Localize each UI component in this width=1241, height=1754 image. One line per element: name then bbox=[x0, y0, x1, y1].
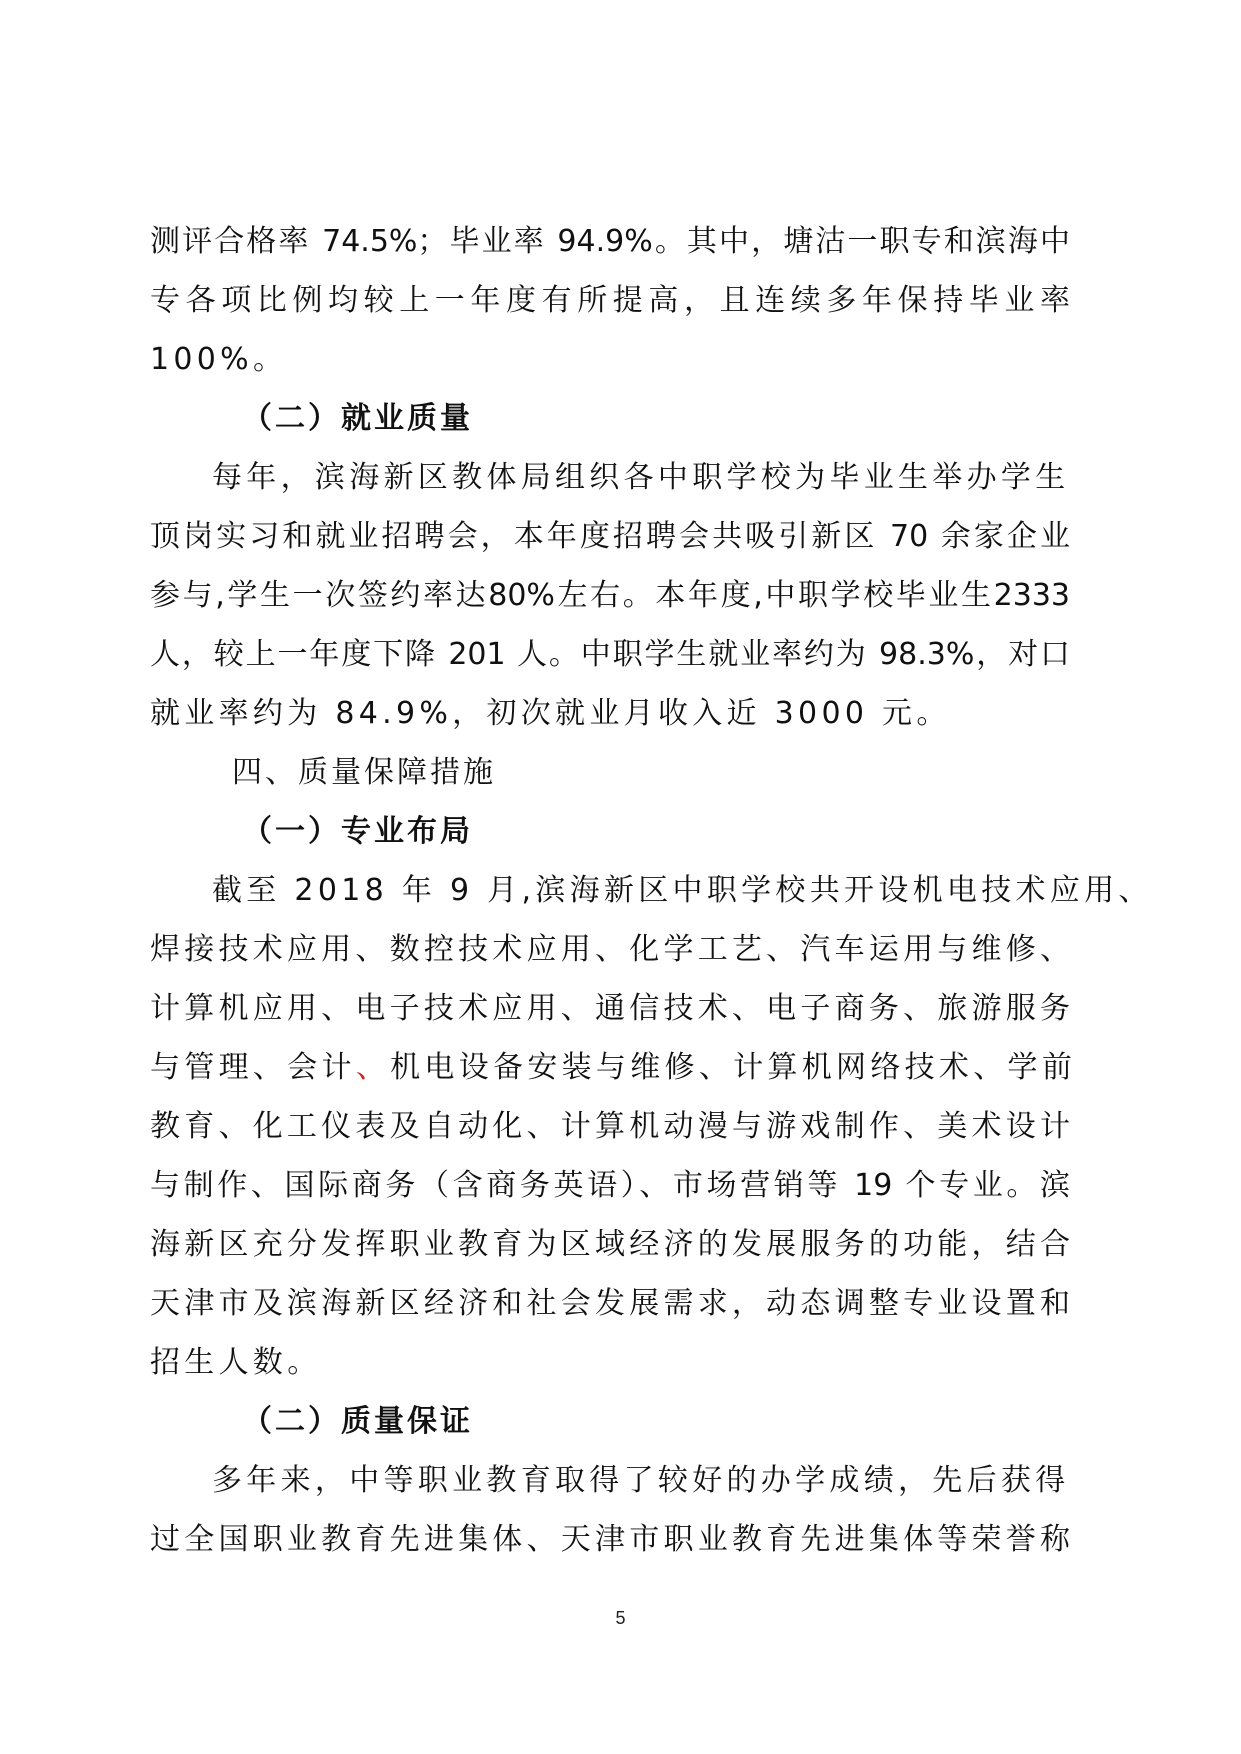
paragraph-line-with-red-mark bbox=[150, 1038, 1077, 1097]
paragraph-line: 人，较上一年度下降 201 人。中职学生就业率约为 98.3%，对口 bbox=[150, 637, 1070, 672]
subheading-major-layout: （一）专业布局 bbox=[242, 814, 473, 849]
paragraph-line: 焊接技术应用、数控技术应用、化学工艺、汽车运用与维修、 bbox=[150, 932, 1070, 967]
paragraph-line: 截至 2018 年 9 月,滨海新区中职学校共开设机电技术应用、 bbox=[212, 873, 1153, 908]
paragraph-line: 与制作、国际商务（含商务英语）、市场营销等 19 个专业。滨 bbox=[150, 1168, 1070, 1203]
red-punctuation-mark: 、 bbox=[355, 1050, 391, 1085]
paragraph-line: 参与,学生一次签约率达80%左右。本年度,中职学校毕业生2333 bbox=[150, 578, 1070, 613]
paragraph-line: 测评合格率 74.5%；毕业率 94.9%。其中，塘沽一职专和滨海中 bbox=[150, 224, 1070, 259]
paragraph-line: 海新区充分发挥职业教育为区域经济的发展服务的功能，结合 bbox=[150, 1227, 1070, 1262]
page-number: 5 bbox=[615, 1608, 626, 1628]
document-page bbox=[150, 212, 1153, 1569]
subheading-employment-quality: （二）就业质量 bbox=[242, 401, 473, 436]
paragraph-line: 每年，滨海新区教体局组织各中职学校为毕业生举办学生 bbox=[212, 460, 1070, 495]
paragraph-line: 教育、化工仪表及自动化、计算机动漫与游戏制作、美术设计 bbox=[150, 1109, 1070, 1144]
paragraph-line: 招生人数。 bbox=[150, 1345, 322, 1380]
subheading-quality-assurance: （二）质量保证 bbox=[242, 1404, 473, 1439]
paragraph-line: 专各项比例均较上一年度有所提高，且连续多年保持毕业率 bbox=[150, 283, 1070, 318]
section-heading-quality-measures: 四、质量保障措施 bbox=[232, 755, 496, 790]
paragraph-line: 顶岗实习和就业招聘会，本年度招聘会共吸引新区 70 余家企业 bbox=[150, 519, 1070, 554]
paragraph-line: 计算机应用、电子技术应用、通信技术、电子商务、旅游服务 bbox=[150, 991, 1070, 1026]
text-segment: 与管理、会计 bbox=[150, 1050, 356, 1085]
paragraph-line: 多年来，中等职业教育取得了较好的办学成绩，先后获得 bbox=[212, 1463, 1070, 1498]
paragraph-line: 就业率约为 84.9%，初次就业月收入近 3000 元。 bbox=[150, 696, 951, 731]
text-segment: 机电设备安装与维修、计算机网络技术、学前 bbox=[390, 1050, 1077, 1085]
paragraph-line: 天津市及滨海新区经济和社会发展需求，动态调整专业设置和 bbox=[150, 1286, 1070, 1321]
paragraph-line: 过全国职业教育先进集体、天津市职业教育先进集体等荣誉称 bbox=[150, 1522, 1070, 1557]
paragraph-line: 100%。 bbox=[150, 342, 288, 377]
